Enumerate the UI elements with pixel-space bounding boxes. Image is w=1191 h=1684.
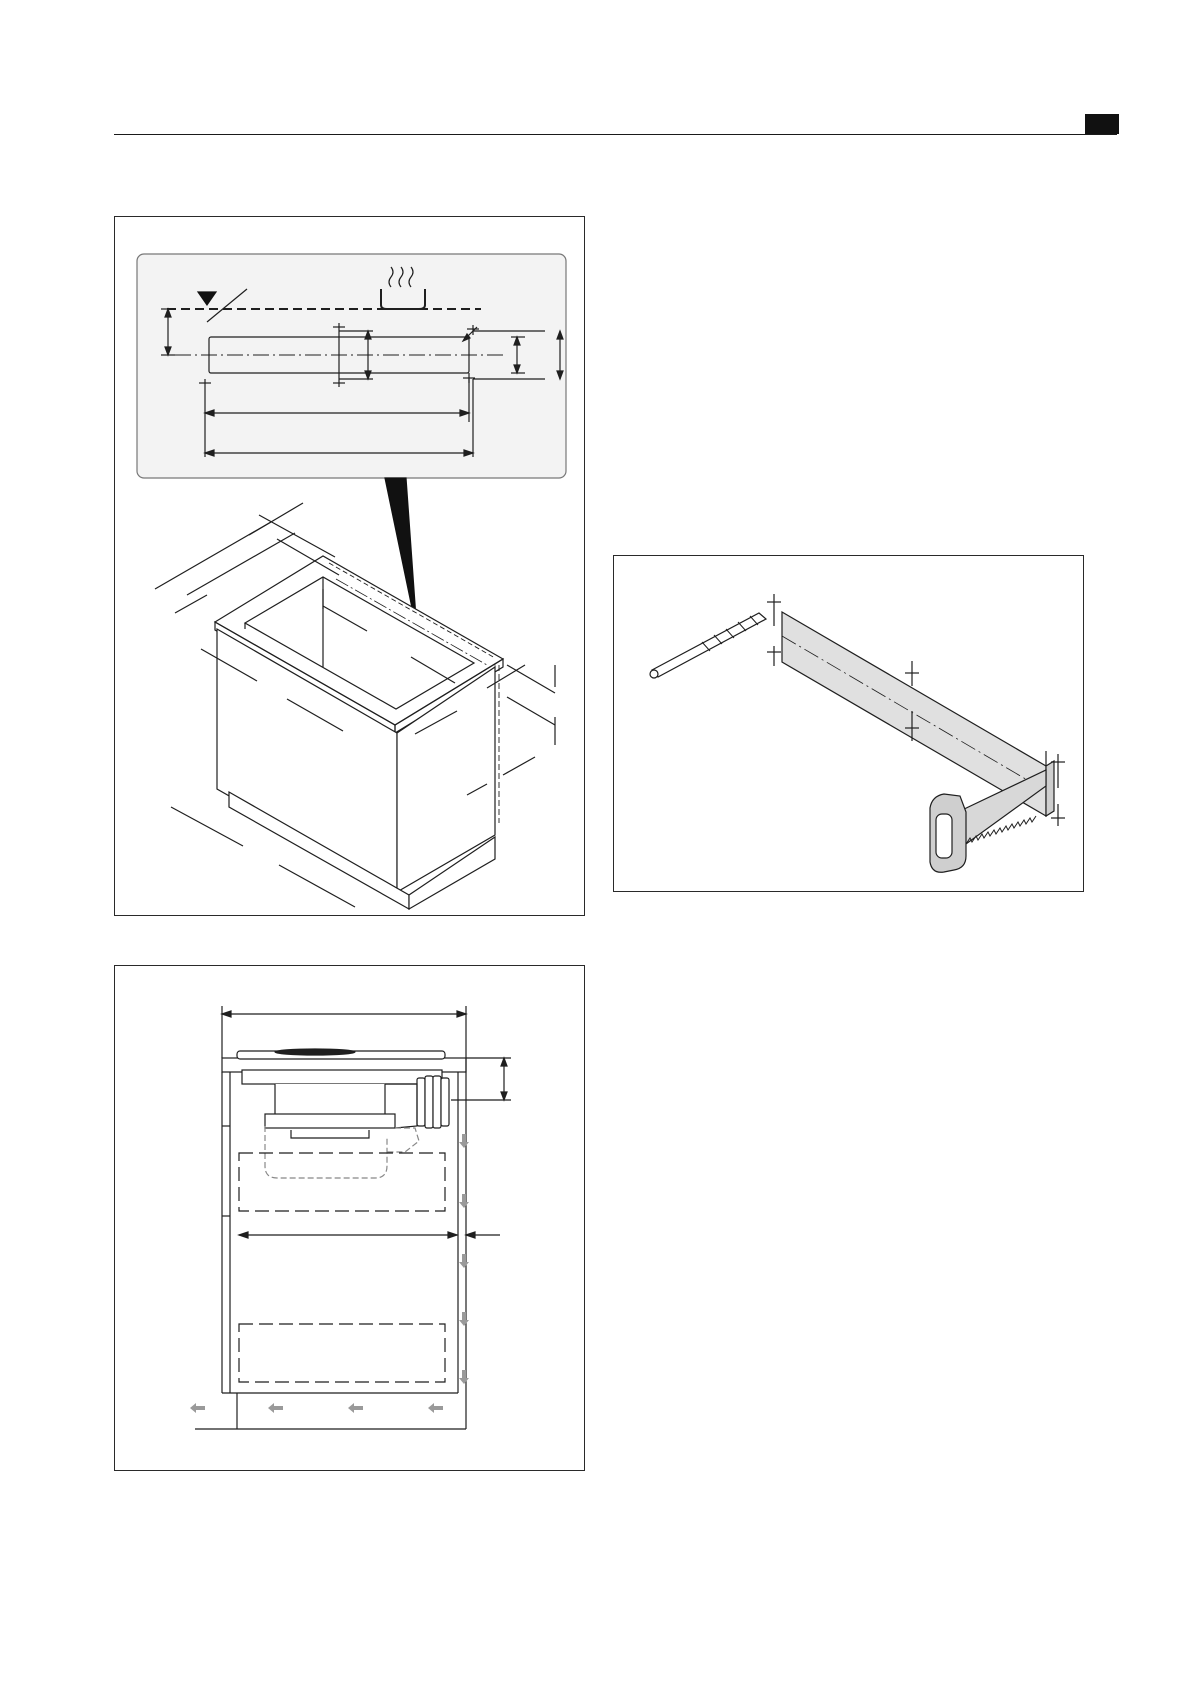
airflow-arrows <box>190 1134 469 1413</box>
page-tab-marker <box>1085 114 1119 134</box>
figure-cutout-dimensions <box>114 216 585 916</box>
cabinet-section-diagram <box>115 966 586 1472</box>
worktop-cutout-diagram <box>115 217 586 917</box>
header-rule <box>114 134 1117 135</box>
fan-bellows <box>417 1076 449 1128</box>
figure-cabinet-ventilation <box>114 965 585 1471</box>
figure-drill-and-saw <box>613 555 1084 892</box>
drill-saw-cutting-diagram <box>614 556 1085 893</box>
